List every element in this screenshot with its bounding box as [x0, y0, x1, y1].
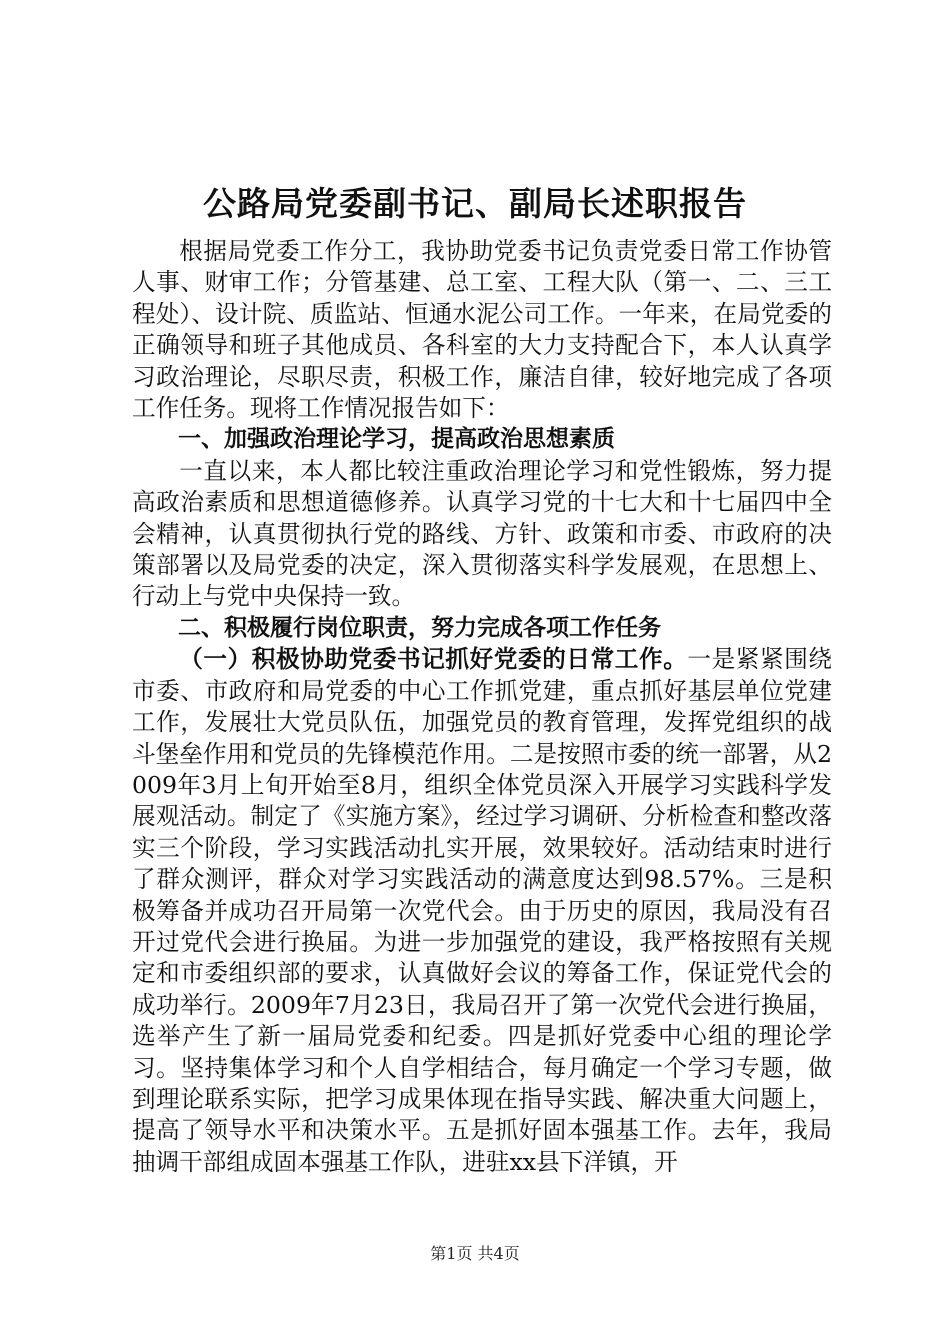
subsection-1-text: 一是紧紧围绕市委、市政府和局党委的中心工作抓党建，重点抓好基层单位党建工作，发展壮大党员队伍，加强党员的教育管理，发挥党组织的战斗堡垒作用和党员的先锋模范作用。二是按照市委的统一部署，从2009年3月上旬开始至8月，组织全体党员深入开展学习实践科学发展观活动。制定了《实施方案》，经过学习调研、分析检查和整改落实三个阶段，学习实践活动扎实开展，效果较好。活动结束时进行了群众测评，群众对学习实践活动的满意度达到98.57%。三是积极筹备并成功召开局第一次党代会。由于历史的原因，我局没有召开过党代会进行换届。为进一步加强党的建设，我严格按照有关规定和市委组织部的要求，认真做好会议的筹备工作，保证党代会的成功举行。2009年7月23日，我局召开了第一次党代会进行换届，选举产生了新一届局党委和纪委。四是抓好党委中心组的理论学习。坚持集体学习和个人自学相结合，每月确定一个学习专题，做到理论联系实际，把学习成果体现在指导实践、解决重大问题上，提高了领导水平和决策水平。五是抓好固本强基工作。去年，我局抽调干部组成固本强基工作队，进驻xx县下洋镇，开: [132, 645, 833, 1176]
subsection-1-heading: （一）积极协助党委书记抓好党委的日常工作。: [179, 645, 688, 674]
page-footer: 第1页 共4页: [430, 1244, 520, 1263]
section-1-heading: 一、加强政治理论学习，提高政治思想素质: [178, 426, 615, 453]
section-2-paragraph: [132, 644, 832, 1178]
document-title: 公路局党委副书记、副局长述职报告: [203, 184, 747, 223]
section-2-heading: 二、积极履行岗位职责，努力完成各项工作任务: [178, 614, 661, 641]
section-1-paragraph: 一直以来，本人都比较注重政治理论学习和党性锻炼，努力提高政治素质和思想道德修养。认真学习党的十七大和十七届四中全会精神，认真贯彻执行党的路线、方针、政策和市委、市政府的决策部署以及局党委的决定，深入贯彻落实科学发展观，在思想上、行动上与党中央保持一致。: [132, 456, 832, 611]
intro-paragraph: 根据局党委工作分工，我协助党委书记负责党委日常工作协管人事、财审工作；分管基建、总工室、工程大队（第一、二、三工程处）、设计院、质监站、恒通水泥公司工作。一年来，在局党委的正确领导和班子其他成员、各科室的大力支持配合下，本人认真学习政治理论，尽职尽责，积极工作，廉洁自律，较好地完成了各项工作任务。现将工作情况报告如下：: [132, 237, 832, 423]
document-body: [132, 236, 832, 1178]
